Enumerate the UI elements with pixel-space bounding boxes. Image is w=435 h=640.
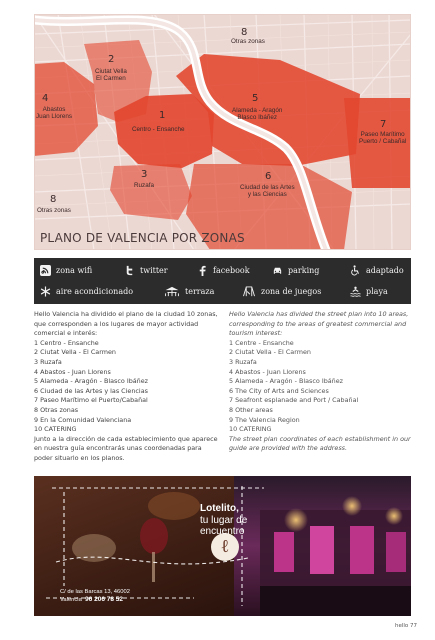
legend-label: terraza [185, 287, 215, 296]
legend-item-terrace [164, 286, 214, 297]
legend-label: zona wifi [56, 266, 93, 275]
ad-phone: 96 206 78 52 [85, 596, 123, 603]
legend-item-parking [272, 265, 319, 276]
zone-label: Ciudad de las Artes y las Ciencias [240, 184, 295, 199]
zone-label: Otras zonas [231, 38, 265, 45]
zone-number: 8 [241, 27, 248, 38]
ad-street: C/ de las Barcas 13, 46002 [60, 589, 130, 595]
zone-label: Centro - Ensanche [132, 126, 185, 133]
list-item: 5 Alameda - Aragón - Blasco Ibáñez [229, 377, 344, 386]
valencia-zone-map [34, 14, 411, 250]
zone-number: 2 [108, 54, 115, 65]
legend-item-twitter [124, 265, 168, 276]
zone-number: 8 [50, 194, 57, 205]
zone-label: Ruzafa [134, 182, 154, 189]
legend-label: aire acondicionado [56, 287, 134, 296]
ad-title: Lotelito, [200, 503, 239, 514]
zone-label: Paseo Marítimo Puerto / Cabañal [359, 131, 407, 146]
legend-label: parking [288, 266, 320, 275]
page-number: hello 77 [395, 623, 418, 629]
zone-number: 7 [380, 119, 387, 130]
zone-label: Ciutat Vella El Carmen [95, 68, 127, 83]
legend-label: adaptado [366, 266, 404, 275]
parking-icon [272, 265, 283, 276]
list-item: 4 Abastos - Juan Llorens [34, 367, 111, 376]
list-item: 3 Ruzafa [229, 357, 257, 366]
list-item: 9 En la Comunidad Valenciana [34, 415, 132, 424]
zone-number: 4 [42, 93, 49, 104]
list-item: 10 CATERING [229, 425, 272, 434]
list-item: 8 Otras zonas [34, 405, 79, 414]
list-item: 9 The Valencia Region [229, 415, 300, 424]
terrace-icon [164, 286, 180, 297]
snowflake-icon [40, 286, 51, 297]
zone-number: 6 [265, 171, 272, 182]
ad-address [60, 588, 130, 604]
beach-icon [350, 286, 361, 297]
legend-item-beach [350, 286, 388, 297]
list-item: 6 Ciudad de las Artes y las Ciencias [34, 386, 148, 395]
zone-polygons [34, 40, 411, 250]
list-item: 8 Other areas [229, 405, 273, 414]
list-item: 1 Centro - Ensanche [34, 338, 99, 347]
ad-city: Valencia [60, 597, 82, 603]
lotelito-advertisement [34, 476, 411, 616]
playground-icon [242, 286, 256, 297]
list-item: 5 Alameda - Aragón - Blasco Ibáñez [34, 377, 149, 386]
legend-label: facebook [213, 266, 250, 275]
list-item: 6 The City of Arts and Sciences [229, 386, 329, 395]
services-legend [34, 258, 411, 304]
zone-label: Alameda - Aragón Blasco Ibáñez [232, 107, 283, 122]
lotelito-logo: ℓ [220, 536, 230, 557]
ad-subtitle-line2: encuentro [200, 526, 245, 537]
wifi-icon [40, 265, 51, 276]
legend-item-wifi [40, 265, 92, 276]
english-text-column [229, 310, 417, 454]
zone-number: 1 [159, 110, 166, 121]
legend-item-air-conditioning [40, 286, 133, 297]
legend-label: zona de juegos [261, 287, 322, 296]
list-item: 1 Centre - Ensanche [229, 338, 294, 347]
map-drawing [34, 14, 411, 250]
wheelchair-icon [350, 265, 361, 276]
zone-number: 3 [141, 169, 148, 180]
zone-number: 5 [252, 93, 259, 104]
legend-item-adapted [350, 265, 404, 276]
list-item: 2 Ciutat Vella - El Carmen [34, 348, 116, 357]
legend-label: playa [366, 287, 388, 296]
zone-label: Abastos Juan Llorens [36, 106, 73, 121]
outro-paragraph: The street plan coordinates of each establishment in our guide are provided with the address. [229, 434, 411, 453]
list-item: 2 Ciutat Vella - El Carmen [229, 348, 311, 357]
list-item: 10 CATERING [34, 425, 77, 434]
intro-paragraph: Hello Valencia ha dividido el plano de la ciudad 10 zonas, que corresponden a los lugares de mayor actividad comercial e interés: [34, 310, 218, 338]
legend-item-facebook [197, 265, 250, 276]
ad-subtitle-line1: tu lugar de [200, 515, 248, 526]
list-item: 4 Abastos - Juan Llorens [229, 367, 306, 376]
legend-item-playground [242, 286, 321, 297]
intro-paragraph: Hello Valencia has divided the street plan into 10 areas, corresponding to the areas of greatest commercial and tourism interest: [229, 310, 409, 338]
list-item: 7 Paseo Marítimo el Puerto/Cabañal [34, 396, 148, 405]
map-title: PLANO DE VALENCIA POR ZONAS [40, 231, 245, 245]
outro-paragraph: Junto a la dirección de cada establecimiento que aparece en nuestra guía encontrarás unas coordenadas para poder situarlo en los planos. [34, 434, 218, 462]
zone-label: Otras zonas [37, 207, 71, 214]
legend-label: twitter [140, 266, 168, 275]
twitter-icon [124, 265, 135, 276]
list-item: 3 Ruzafa [34, 357, 62, 366]
spanish-text-column [34, 310, 222, 464]
zone-3 [110, 164, 192, 220]
facebook-icon [197, 265, 208, 276]
list-item: 7 Seafront esplanade and Port / Cabañal [229, 396, 359, 405]
